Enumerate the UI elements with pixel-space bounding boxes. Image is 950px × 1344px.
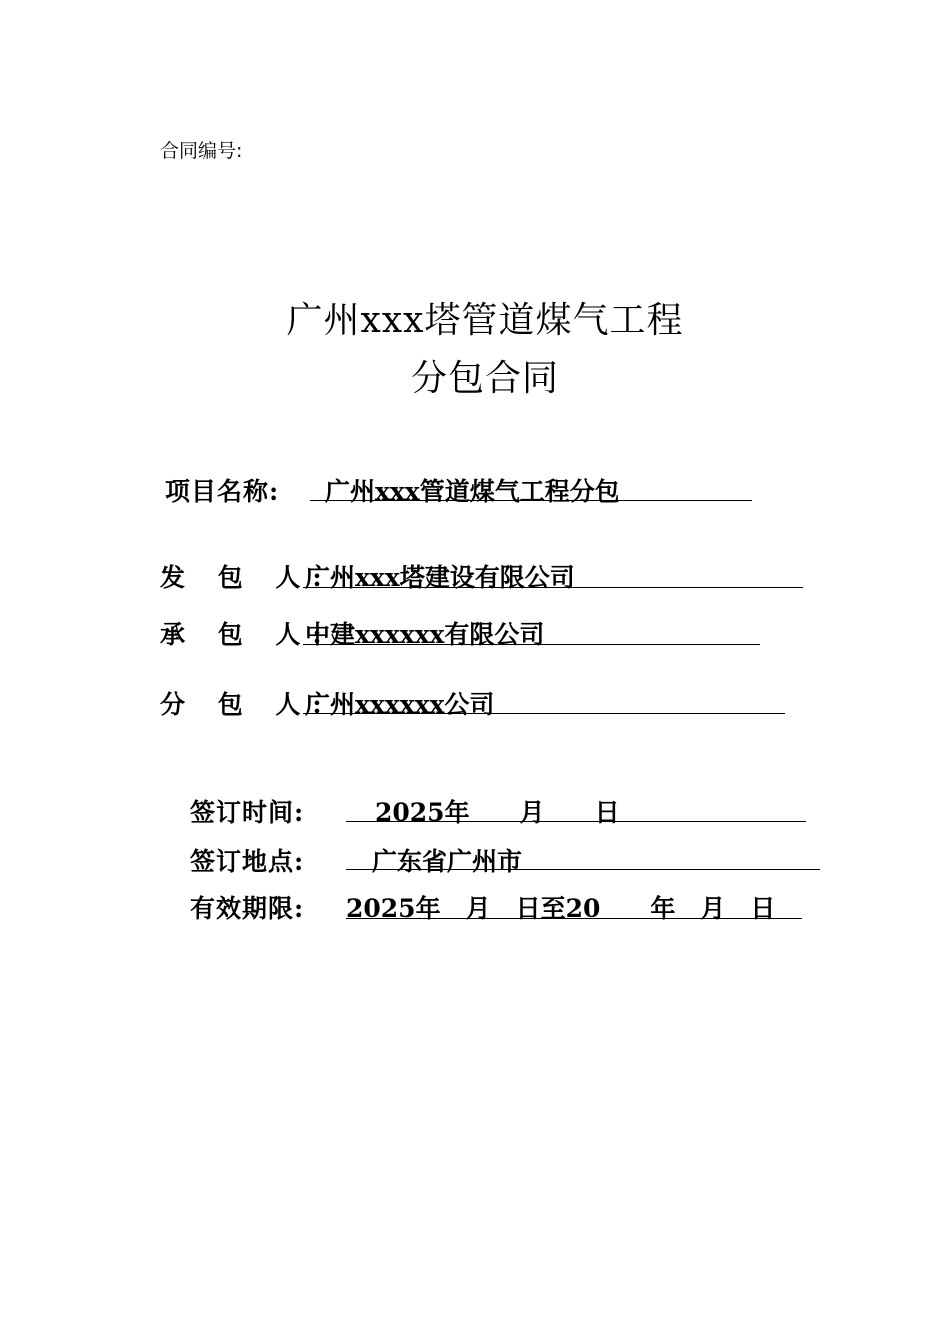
validity-period-value: 2025年 月 日至20 年 月 日 — [346, 894, 776, 923]
employer-label: 发 包 人: — [160, 563, 334, 592]
subcontractor-label: 分 包 人: — [160, 690, 334, 719]
signing-place-label: 签订地点: — [190, 847, 305, 876]
contractor-underline — [303, 644, 760, 645]
signing-time-underline — [346, 821, 806, 822]
employer-underline — [303, 587, 803, 588]
signing-time-value: 2025年 月 日 — [375, 798, 620, 827]
project-name-label: 项目名称: — [165, 477, 280, 506]
project-name-underline — [310, 500, 752, 501]
validity-period-label: 有效期限: — [190, 894, 305, 923]
contractor-label: 承 包 人: — [160, 620, 334, 649]
signing-place-underline — [346, 869, 820, 870]
employer-value: 广州xxx塔建设有限公司 — [305, 563, 575, 592]
validity-period-underline — [346, 918, 802, 919]
contract-title-line1: 广州xxx塔管道煤气工程 — [286, 300, 684, 341]
contract-title-line2: 分包合同 — [410, 358, 559, 399]
signing-time-label: 签订时间: — [190, 798, 305, 827]
contract-number-label: 合同编号: — [160, 140, 243, 162]
project-name-value: 广州xxx管道煤气工程分包 — [325, 477, 620, 506]
signing-place-value: 广东省广州市 — [372, 847, 523, 876]
subcontractor-underline — [303, 713, 785, 714]
contractor-value: 中建xxxxxx有限公司 — [305, 620, 545, 649]
subcontractor-value: 广州xxxxxx公司 — [305, 690, 495, 719]
